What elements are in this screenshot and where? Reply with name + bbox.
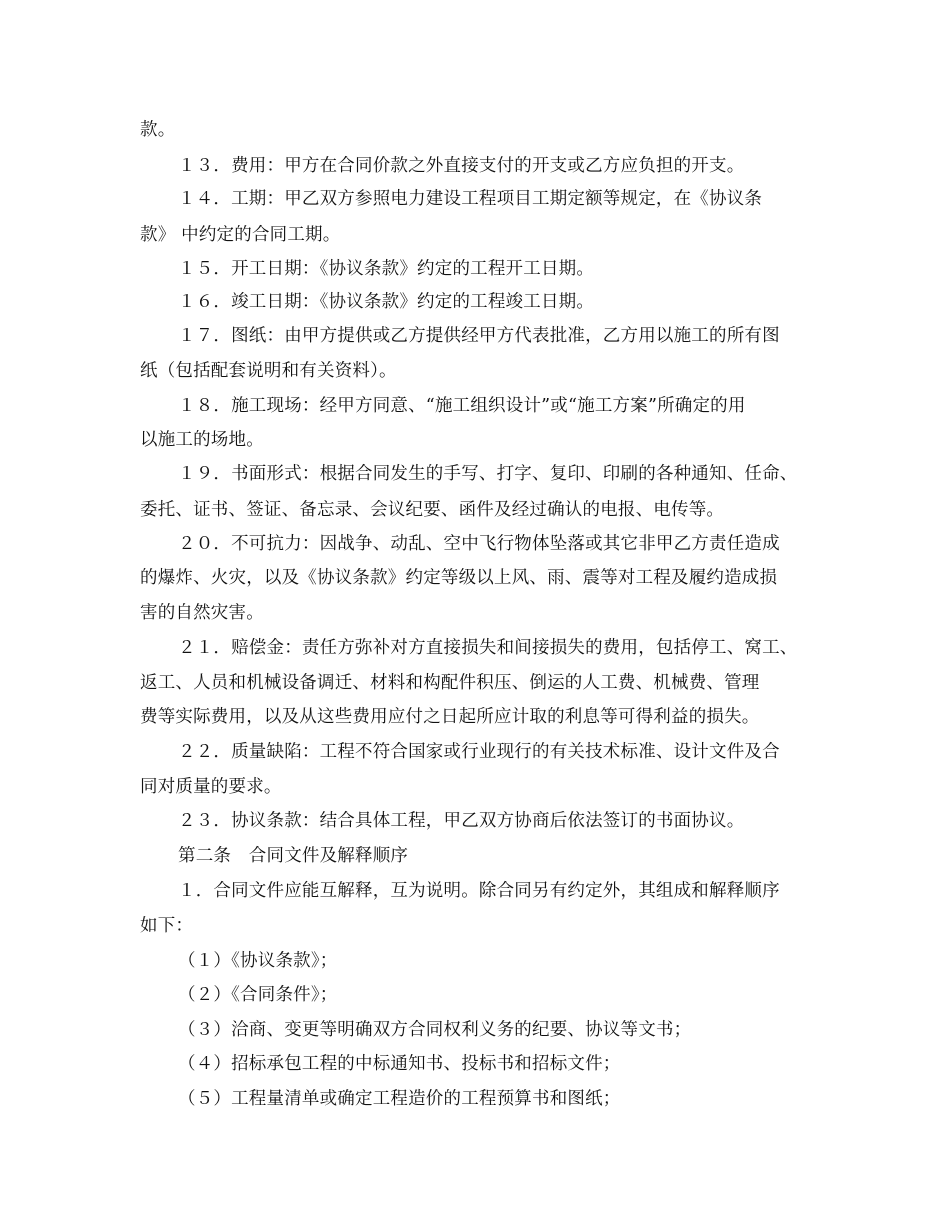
- text-line: １５．开工日期：《协议条款》约定的工程开工日期。: [178, 259, 595, 279]
- text-line: １７．图纸：由甲方提供或乙方提供经甲方代表批准，乙方用以施工的所有图: [178, 326, 780, 346]
- text-line: １８．施工现场：经甲方同意、“施工组织设计”或“施工方案”所确定的用: [178, 396, 746, 416]
- list-item: （５）工程量清单或确定工程造价的工程预算书和图纸；: [178, 1089, 621, 1109]
- text-line: １４．工期：甲乙双方参照电力建设工程项目工期定额等规定，在《协议条: [178, 189, 763, 209]
- text-line: １６．竣工日期：《协议条款》约定的工程竣工日期。: [178, 292, 595, 312]
- text-line: 款。: [140, 120, 176, 140]
- section-heading: 第二条 合同文件及解释顺序: [178, 846, 409, 866]
- list-item: （２）《合同条件》；: [178, 985, 338, 1005]
- text-line: ２２．质量缺陷：工程不符合国家或行业现行的有关技术标准、设计文件及合: [178, 742, 780, 762]
- list-item: （１）《协议条款》；: [178, 951, 338, 971]
- text-line: 款》 中约定的合同工期。: [140, 225, 341, 245]
- text-line: １９．书面形式：根据合同发生的手写、打字、复印、印刷的各种通知、任命、: [178, 464, 798, 484]
- text-line: ２０．不可抗力：因战争、动乱、空中飞行物体坠落或其它非甲乙方责任造成: [178, 534, 780, 554]
- text-line: ２３．协议条款：结合具体工程，甲乙双方协商后依法签订的书面协议。: [178, 811, 745, 831]
- text-line: １３．费用：甲方在合同价款之外直接支付的开支或乙方应负担的开支。: [178, 156, 745, 176]
- text-line: 以施工的场地。: [140, 430, 264, 450]
- text-line: 返工、人员和机械设备调迁、材料和构配件积压、倒运的人工费、机械费、管理: [140, 673, 760, 693]
- text-line: 如下：: [140, 916, 194, 936]
- text-line: 纸（包括配套说明和有关资料）。: [140, 361, 397, 381]
- text-line: 害的自然灾害。: [140, 603, 264, 623]
- list-item: （３）洽商、变更等明确双方合同权利义务的纪要、协议等文书；: [178, 1020, 692, 1040]
- text-line: １．合同文件应能互解释，互为说明。除合同另有约定外，其组成和解释顺序: [178, 881, 780, 901]
- text-line: 委托、证书、签证、备忘录、会议纪要、函件及经过确认的电报、电传等。: [140, 500, 725, 520]
- text-line: 费等实际费用，以及从这些费用应付之日起所应计取的利息等可得利益的损失。: [140, 707, 760, 727]
- text-line: 同对质量的要求。: [140, 777, 282, 797]
- text-line: ２１．赔偿金：责任方弥补对方直接损失和间接损失的费用，包括停工、窝工、: [178, 638, 798, 658]
- text-line: 的爆炸、火灾，以及《协议条款》约定等级以上风、雨、震等对工程及履约造成损: [140, 568, 778, 588]
- list-item: （４）招标承包工程的中标通知书、投标书和招标文件；: [178, 1054, 621, 1074]
